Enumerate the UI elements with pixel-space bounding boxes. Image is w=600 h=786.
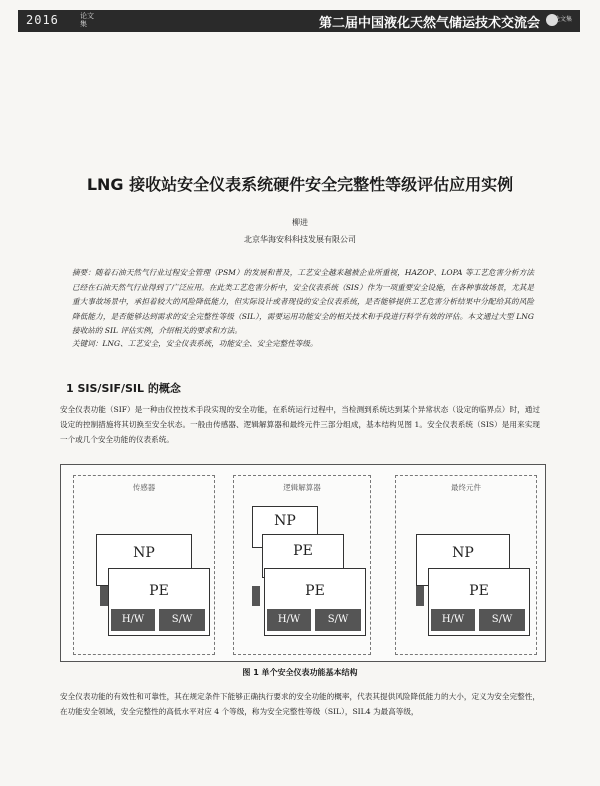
paper-title: LNG 接收站安全仪表系统硬件安全完整性等级评估应用实例 [86,175,514,194]
sw-block: S/W [159,609,205,631]
figure-group-sensor [73,475,215,655]
section-heading: 1 SIS/SIF/SIL 的概念 [66,382,181,395]
sw-block: S/W [479,609,525,631]
pe-card [428,568,530,636]
pe-label: PE [149,583,169,599]
np-label: NP [133,545,155,561]
header-mark-right: 论文集 [553,16,572,23]
pe-card [264,568,366,636]
header-mark-left: 论文 集 [80,12,94,28]
hw-block: H/W [111,609,155,631]
body-paragraph: 安全仪表功能（SIF）是一种由仪控技术手段实现的安全功能，在系统运行过程中，当检测到系统达到某个异常状态（设定的临界点）时，通过设定的控制措施将其切换至安全状态。一般由传感器、逻辑解算器和最终元件三部分组成，基本结构见图 1。安全仪表系统（SIS）是用来实现一个或几个安全功能的仪表系统。 [60,405,540,444]
hw-block: H/W [431,609,475,631]
sw-block: S/W [315,609,361,631]
header-year: 2016 [26,13,59,27]
keywords: 关键词：LNG、工艺安全，安全仪表系统，功能安全、安全完整性等级。 [72,339,318,348]
connector-tab [252,586,260,606]
connector-tab [100,586,108,606]
hw-block: H/W [267,609,311,631]
group-label: 逻辑解算器 [283,483,321,492]
figure-1 [60,464,546,662]
conference-title: 第二届中国液化天然气储运技术交流会 [318,16,540,31]
np-label: NP [274,513,296,529]
group-label: 传感器 [132,483,156,492]
journal-header [18,10,580,32]
pe-card [108,568,210,636]
connector-tab [416,586,424,606]
np-label: NP [452,545,474,561]
affiliation: 北京华海安科科技发展有限公司 [244,235,356,244]
figure-group-logic-solver [233,475,371,655]
figure-group-final-element [395,475,537,655]
pe-label: PE [305,583,325,599]
group-label: 最终元件 [451,483,481,492]
pe-label: PE [469,583,489,599]
author: 柳进 [292,218,308,227]
body-paragraph: 安全仪表功能的有效性和可靠性，其在规定条件下能够正确执行要求的安全功能的概率，代表其提供风险降低能力的大小，定义为安全完整性，在功能安全领域，安全完整性的高低水平对应 4 个等级，称为安全完整性等级（SIL），SIL4 为最高等级， [60,692,540,716]
pe-label: PE [293,543,313,559]
abstract: 摘要：随着石油天然气行业过程安全管理（PSM）的发展和普及，工艺安全越来越被企业所重视，HAZOP、LOPA 等工艺危害分析方法已经在石油天然气行业得到了广泛应用。在此类工艺危害分析中，安全仪表系统（SIS）作为一项重要安全设施，在各种事故场景，尤其是重大事故场景中，承担着较大的风险降低能力，但实际设计或者现役的安全仪表系统，是否能够提供工艺危害分析结果中分配给其的风险降低能力，是否能够达到需求的安全完整性等级（SIL），需要运用功能安全的相关技术和手段进行科学有效的评估。本文通过大型 LNG 接收站的 SIL 评估实例，介绍相关的要求和方法。 [72,268,534,335]
figure-caption: 图 1 单个安全仪表功能基本结构 [242,668,358,677]
